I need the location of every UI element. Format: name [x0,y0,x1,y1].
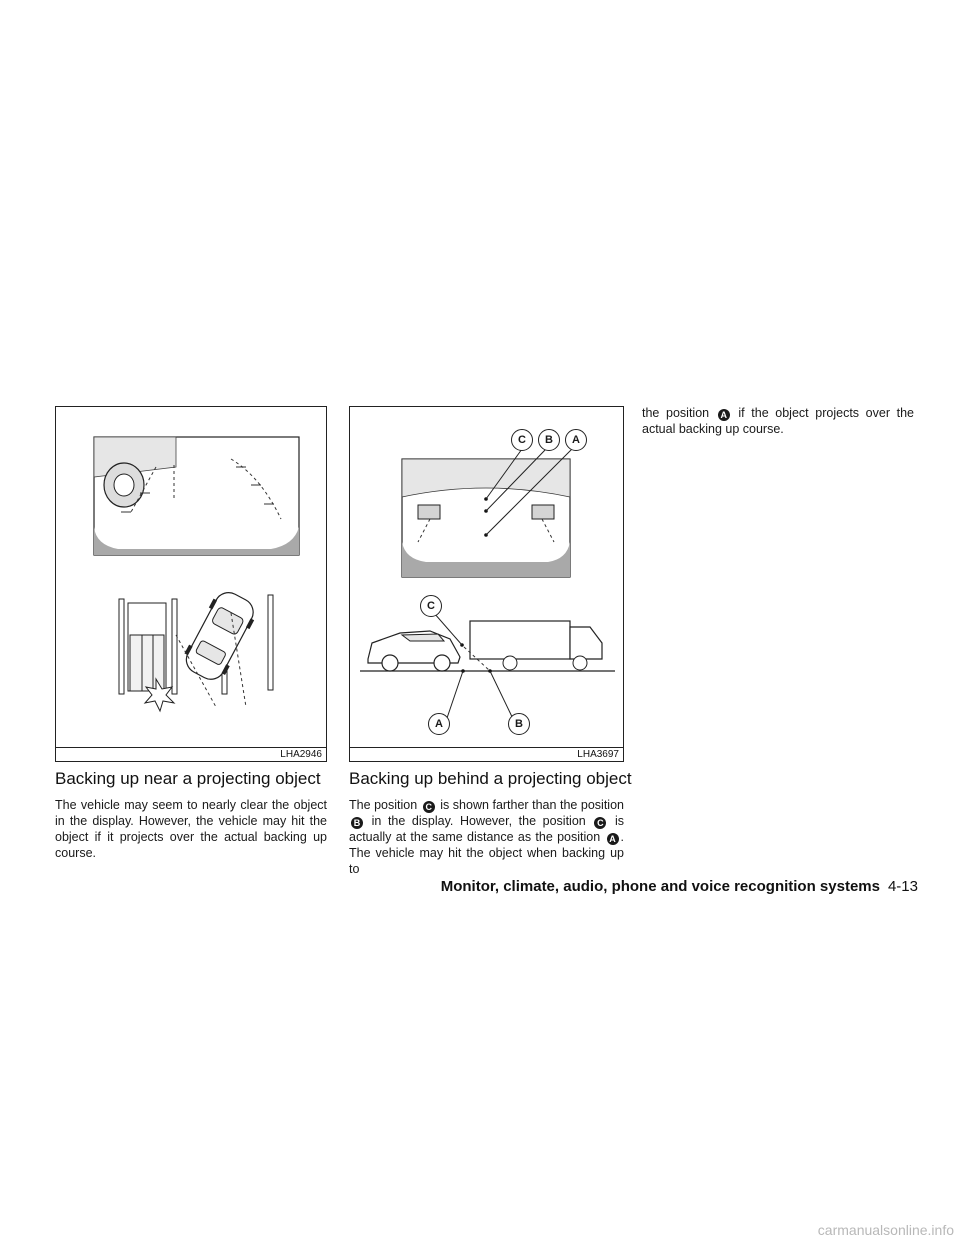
side-view [360,613,615,723]
label-c-top: C [511,429,533,451]
diagram-rear-object-illustration [350,407,624,762]
label-c-side: C [420,595,442,617]
position-badge-c: C [594,817,606,829]
figure-code: LHA3697 [350,747,623,761]
section-heading-side: Backing up near a projecting object [55,769,321,788]
figure-code: LHA2946 [56,747,326,761]
monitor-view [94,437,299,555]
watermark: carmanualsonline.info [817,1222,954,1238]
section-body-rear [349,797,624,877]
position-badge-a: A [607,833,619,845]
position-badge-c: C [423,801,435,813]
position-badge-a: A [718,409,730,421]
body-text: the position [642,406,710,420]
label-a-top: A [565,429,587,451]
body-text: . The vehicle may hit the object when backing up to [349,830,624,876]
page-footer [441,878,918,895]
section-heading-rear: Backing up behind a projecting object [349,769,632,788]
label-b-side: B [508,713,530,735]
body-text: if the object projects over the actual backing up course. [642,406,914,436]
label-b-top: B [538,429,560,451]
footer-section-title: Monitor, climate, audio, phone and voice recognition systems [440,878,880,895]
monitor-view [402,449,572,577]
body-text: The position [349,798,418,812]
body-text: is actually at the same distance as the position [349,814,624,844]
body-text: in the display. However, the position [371,814,586,828]
body-text: is shown farther than the position [440,798,624,812]
page-number: 4-13 [887,878,918,895]
label-a-side: A [428,713,450,735]
section-body-rear-continued [642,405,914,437]
position-badge-b: B [351,817,363,829]
section-body-side: The vehicle may seem to nearly clear the object in the display. However, the vehicle may hit the object if it projects over the actual backing up course. [55,798,327,860]
parking-top-view [119,586,273,711]
figure-projecting-object-side [55,406,327,762]
figure-projecting-object-rear [349,406,624,762]
diagram-side-object-illustration [56,407,327,762]
